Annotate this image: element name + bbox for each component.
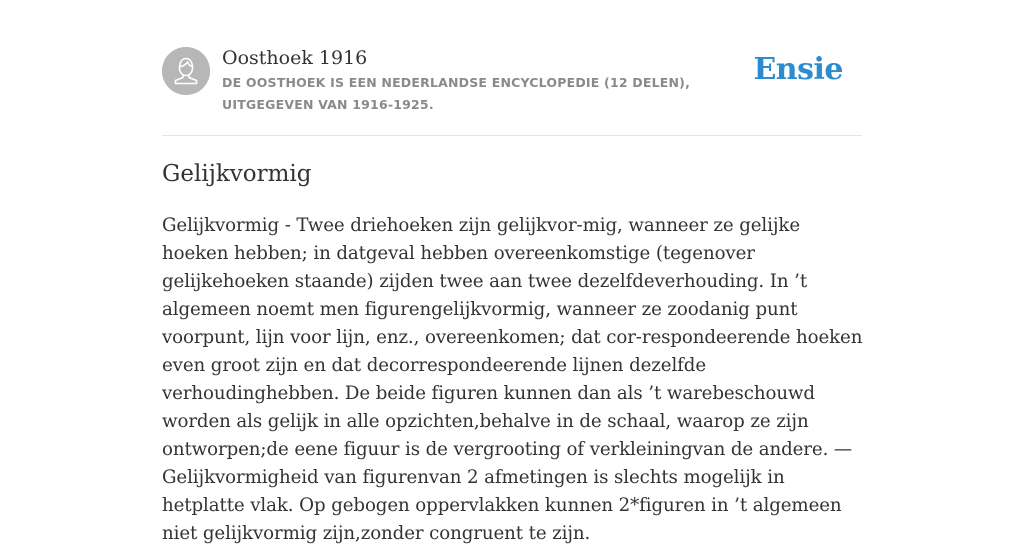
entry-title: Gelijkvormig xyxy=(162,161,312,187)
source-header xyxy=(162,44,862,124)
source-title[interactable]: Oosthoek 1916 xyxy=(222,47,368,69)
header-divider xyxy=(162,135,862,136)
ensie-logo[interactable]: Ensie xyxy=(753,52,843,87)
entry-body: Gelijkvormig - Twee driehoeken zijn gelijkvor-mig, wanneer ze gelijke hoeken hebben; in datgeval hebben overeenkomstige (tegenover gelijkehoeken staande) zijden twee aan twee dezelfdeverhouding. In ’t algemeen noemt men figurengelijkvormig, wanneer ze zoodanig punt voorpunt, lijn voor lijn, enz., overeenkomen; dat cor-respondeerende hoeken even groot zijn en dat decorrespondeerende lijnen dezelfde verhoudinghebben. De beide figuren kunnen dan als ’t warebeschouwd worden als gelijk in alle opzichten,behalve in de schaal, waarop ze zijn ontworpen;de eene figuur is de vergrooting of verkleiningvan de andere. — Gelijkvormigheid van figurenvan 2 afmetingen is slechts mogelijk in hetplatte vlak. Op gebogen oppervlakken kunnen 2*figuren in ’t algemeen niet gelijkvormig zijn,zonder congruent te zijn. xyxy=(162,215,863,544)
source-description: DE OOSTHOEK IS EEN NEDERLANDSE ENCYCLOPEDIE (12 DELEN), UITGEGEVEN VAN 1916-1925. xyxy=(222,75,691,112)
page-container xyxy=(162,0,863,544)
user-silhouette-icon[interactable] xyxy=(162,47,210,95)
